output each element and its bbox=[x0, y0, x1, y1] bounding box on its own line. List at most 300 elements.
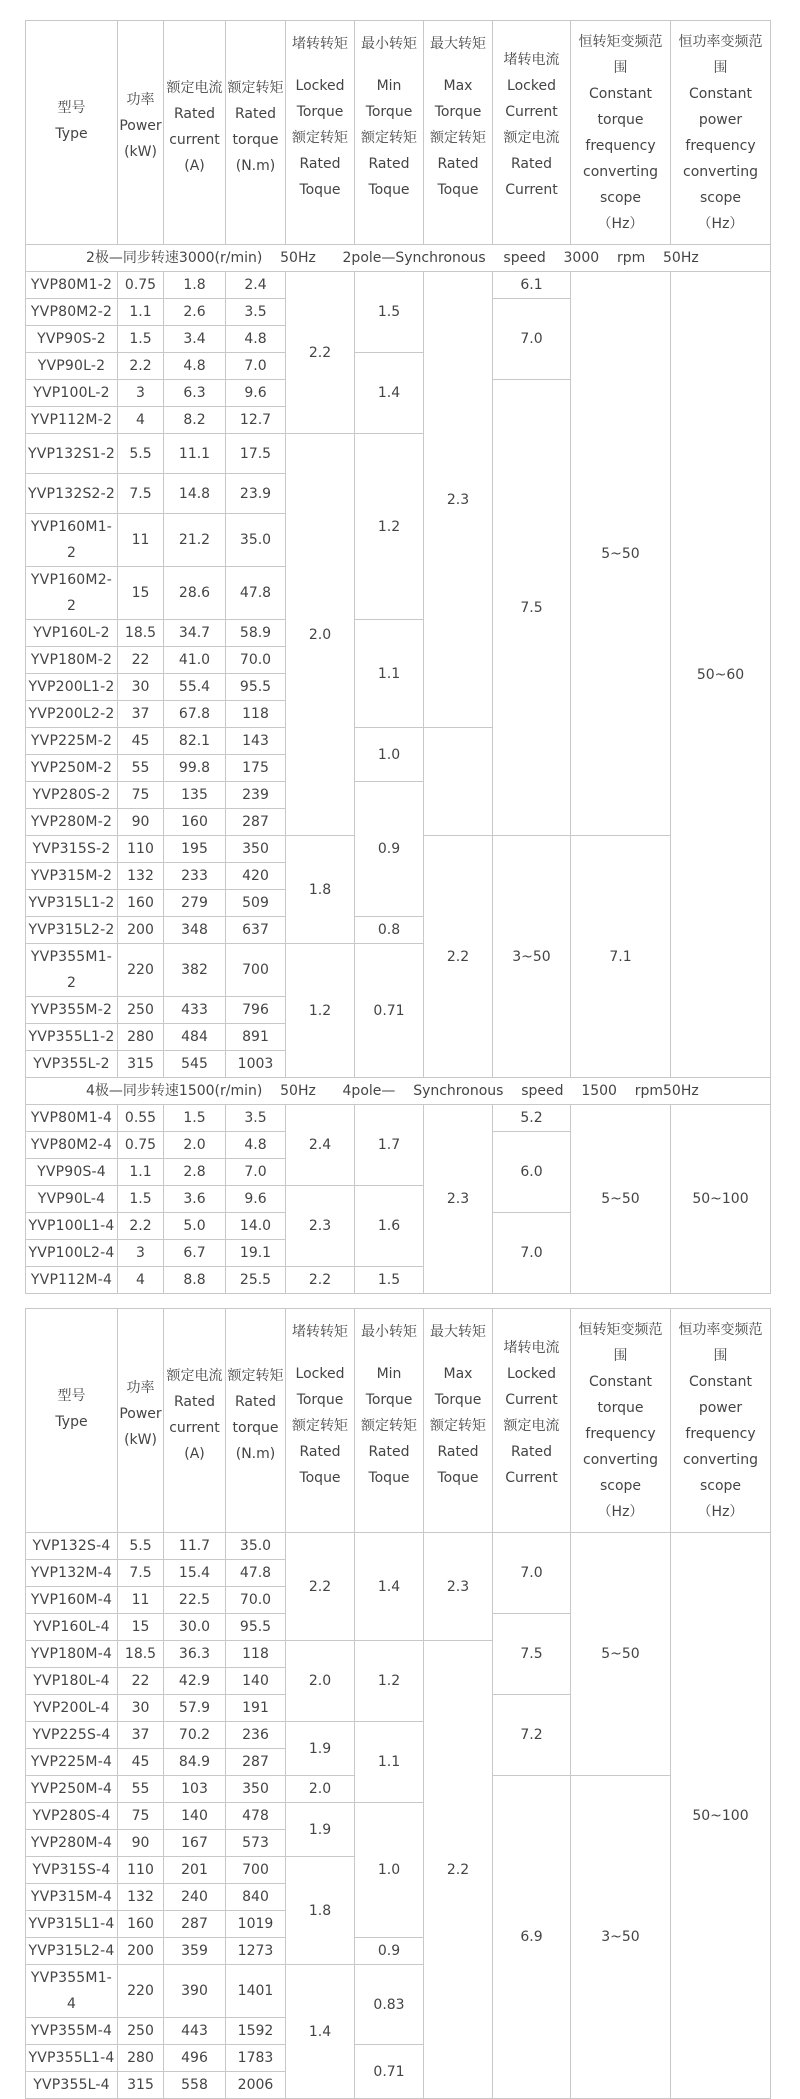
header-line: Torque bbox=[365, 104, 413, 120]
torque-cell: 637 bbox=[226, 917, 286, 944]
header-line: Rated bbox=[174, 1394, 215, 1410]
header-line: Rated bbox=[368, 1444, 410, 1460]
header-line: Toque bbox=[437, 182, 479, 198]
torque-cell: 509 bbox=[226, 890, 286, 917]
current-cell: 195 bbox=[164, 836, 226, 863]
header-line: 围 bbox=[613, 60, 628, 76]
const-torque-range-cell: 5~50 bbox=[571, 1533, 671, 1776]
header-line: 最小转矩 bbox=[361, 36, 417, 52]
power-cell: 5.5 bbox=[118, 434, 164, 474]
current-cell: 36.3 bbox=[164, 1641, 226, 1668]
min-torque-cell: 0.83 bbox=[355, 1965, 424, 2045]
header-min-torque bbox=[355, 21, 424, 245]
current-cell: 99.8 bbox=[164, 755, 226, 782]
header-line: Rated bbox=[368, 156, 410, 172]
torque-cell: 2.4 bbox=[226, 272, 286, 299]
torque-cell: 47.8 bbox=[226, 567, 286, 620]
header-line: Max bbox=[443, 1366, 473, 1382]
current-cell: 82.1 bbox=[164, 728, 226, 755]
current-cell: 3.6 bbox=[164, 1186, 226, 1213]
power-cell: 22 bbox=[118, 647, 164, 674]
header-constant-power-scope bbox=[671, 1309, 771, 1533]
power-cell: 160 bbox=[118, 1911, 164, 1938]
current-cell: 558 bbox=[164, 2072, 226, 2099]
current-cell: 359 bbox=[164, 1938, 226, 1965]
min-torque-cell: 1.4 bbox=[355, 353, 424, 434]
header-line: Locked bbox=[295, 78, 345, 94]
header-min-torque bbox=[355, 1309, 424, 1533]
min-torque-cell: 0.9 bbox=[355, 1938, 424, 1965]
header-line: Current bbox=[505, 1392, 558, 1408]
header-line: 额定转矩 bbox=[430, 130, 486, 146]
header-line: 最大转矩 bbox=[430, 36, 486, 52]
header-locked-current bbox=[493, 21, 571, 245]
torque-cell: 95.5 bbox=[226, 674, 286, 701]
model-cell: YVP90L-2 bbox=[26, 353, 118, 380]
torque-cell: 47.8 bbox=[226, 1560, 286, 1587]
torque-cell: 1273 bbox=[226, 1938, 286, 1965]
min-torque-cell: 1.0 bbox=[355, 728, 424, 782]
power-cell: 250 bbox=[118, 2018, 164, 2045]
header-line: Locked bbox=[295, 1366, 345, 1382]
header-line: Constant bbox=[689, 86, 752, 102]
table-row bbox=[26, 1105, 771, 1132]
header-line: 功率 bbox=[126, 1380, 155, 1396]
torque-cell: 287 bbox=[226, 809, 286, 836]
power-cell: 15 bbox=[118, 1614, 164, 1641]
model-cell: YVP80M2-4 bbox=[26, 1132, 118, 1159]
header-line: 堵转电流 bbox=[503, 1340, 560, 1356]
header-line: 堵转转矩 bbox=[292, 36, 348, 52]
locked-current-cell: 7.2 bbox=[493, 1695, 571, 1776]
header-line: 围 bbox=[613, 1348, 628, 1364]
section-row-2pole bbox=[26, 245, 771, 272]
header-line: Power bbox=[119, 1406, 162, 1422]
header-line: converting bbox=[683, 1452, 758, 1468]
model-cell: YVP160M-4 bbox=[26, 1587, 118, 1614]
header-line: 额定电流 bbox=[503, 1418, 560, 1434]
model-cell: YVP315L2-2 bbox=[26, 917, 118, 944]
header-line: scope bbox=[699, 190, 742, 206]
current-cell: 103 bbox=[164, 1776, 226, 1803]
header-line: （Hz） bbox=[697, 216, 744, 232]
header-power bbox=[118, 1309, 164, 1533]
min-torque-cell: 1.4 bbox=[355, 1533, 424, 1641]
model-cell: YVP280S-2 bbox=[26, 782, 118, 809]
locked-torque-cell: 2.0 bbox=[286, 434, 355, 836]
current-cell: 382 bbox=[164, 944, 226, 997]
min-torque-cell: 1.7 bbox=[355, 1105, 424, 1186]
torque-cell: 143 bbox=[226, 728, 286, 755]
model-cell: YVP80M1-4 bbox=[26, 1105, 118, 1132]
header-line: Max bbox=[443, 78, 473, 94]
locked-current-cell: 7.1 bbox=[571, 836, 671, 1078]
header-line: power bbox=[698, 1400, 743, 1416]
header-line: 堵转转矩 bbox=[292, 1324, 348, 1340]
header-line: Rated bbox=[174, 106, 215, 122]
header-line: Constant bbox=[589, 1374, 652, 1390]
power-cell: 45 bbox=[118, 728, 164, 755]
power-cell: 315 bbox=[118, 1051, 164, 1078]
header-locked-current bbox=[493, 1309, 571, 1533]
power-cell: 7.5 bbox=[118, 1560, 164, 1587]
header-line: (A) bbox=[184, 158, 205, 174]
header-line: Min bbox=[376, 78, 402, 94]
locked-current-cell: 7.5 bbox=[493, 380, 571, 836]
torque-cell: 236 bbox=[226, 1722, 286, 1749]
current-cell: 545 bbox=[164, 1051, 226, 1078]
current-cell: 6.3 bbox=[164, 380, 226, 407]
torque-cell: 23.9 bbox=[226, 474, 286, 514]
min-torque-cell: 0.8 bbox=[355, 917, 424, 944]
power-cell: 4 bbox=[118, 1267, 164, 1294]
current-cell: 240 bbox=[164, 1884, 226, 1911]
header-line: Constant bbox=[689, 1374, 752, 1390]
max-torque-cell: 2.2 bbox=[424, 1641, 493, 2099]
model-cell: YVP132S-4 bbox=[26, 1533, 118, 1560]
torque-cell: 70.0 bbox=[226, 1587, 286, 1614]
header-line: frequency bbox=[685, 1426, 756, 1442]
header-line: 恒功率变频范 bbox=[678, 34, 763, 50]
const-torque-range-cell: 3~50 bbox=[493, 836, 571, 1078]
header-line: (A) bbox=[184, 1446, 205, 1462]
header-line: Current bbox=[505, 182, 558, 198]
torque-cell: 350 bbox=[226, 1776, 286, 1803]
header-line: scope bbox=[599, 190, 642, 206]
table-row bbox=[26, 1533, 771, 1560]
header-line: 恒转矩变频范 bbox=[578, 34, 663, 50]
power-cell: 90 bbox=[118, 809, 164, 836]
torque-cell: 95.5 bbox=[226, 1614, 286, 1641]
header-line: Current bbox=[505, 1470, 558, 1486]
header-rated-torque bbox=[226, 1309, 286, 1533]
table-header-row bbox=[26, 1309, 771, 1533]
current-cell: 57.9 bbox=[164, 1695, 226, 1722]
torque-cell: 58.9 bbox=[226, 620, 286, 647]
torque-cell: 7.0 bbox=[226, 1159, 286, 1186]
torque-cell: 700 bbox=[226, 944, 286, 997]
header-line: 额定转矩 bbox=[292, 130, 348, 146]
current-cell: 5.0 bbox=[164, 1213, 226, 1240]
locked-torque-cell: 2.4 bbox=[286, 1105, 355, 1186]
model-cell: YVP100L-2 bbox=[26, 380, 118, 407]
header-line: Rated bbox=[437, 1444, 479, 1460]
const-torque-range-cell: 5~50 bbox=[571, 1105, 671, 1294]
header-line: (kW) bbox=[124, 144, 157, 160]
torque-cell: 1783 bbox=[226, 2045, 286, 2072]
header-line: Torque bbox=[434, 104, 482, 120]
header-line: 额定转矩 bbox=[227, 80, 284, 96]
power-cell: 132 bbox=[118, 863, 164, 890]
header-line: (N.m) bbox=[235, 1446, 276, 1462]
locked-torque-cell: 1.9 bbox=[286, 1803, 355, 1857]
motor-spec-table-1 bbox=[25, 20, 771, 1294]
header-line: 额定转矩 bbox=[430, 1418, 486, 1434]
power-cell: 1.1 bbox=[118, 1159, 164, 1186]
header-line: current bbox=[169, 132, 220, 148]
current-cell: 1.8 bbox=[164, 272, 226, 299]
power-cell: 75 bbox=[118, 1803, 164, 1830]
model-cell: YVP112M-4 bbox=[26, 1267, 118, 1294]
header-line: 额定转矩 bbox=[361, 1418, 417, 1434]
model-cell: YVP180M-4 bbox=[26, 1641, 118, 1668]
model-cell: YVP132S2-2 bbox=[26, 474, 118, 514]
header-line: 额定电流 bbox=[166, 80, 223, 96]
power-cell: 110 bbox=[118, 836, 164, 863]
header-line: torque bbox=[232, 1420, 279, 1436]
current-cell: 14.8 bbox=[164, 474, 226, 514]
torque-cell: 7.0 bbox=[226, 353, 286, 380]
min-torque-cell: 1.0 bbox=[355, 1803, 424, 1938]
section-title-2pole: 2极—同步转速3000(r/min) 50Hz 2pole—Synchronous speed 3000 rpm 50Hz bbox=[26, 245, 771, 272]
model-cell: YVP160L-4 bbox=[26, 1614, 118, 1641]
power-cell: 220 bbox=[118, 1965, 164, 2018]
power-cell: 3 bbox=[118, 1240, 164, 1267]
torque-cell: 175 bbox=[226, 755, 286, 782]
header-line: converting bbox=[583, 164, 658, 180]
torque-cell: 1019 bbox=[226, 1911, 286, 1938]
power-cell: 37 bbox=[118, 1722, 164, 1749]
locked-current-cell: 6.1 bbox=[493, 272, 571, 299]
power-cell: 1.5 bbox=[118, 1186, 164, 1213]
torque-cell: 3.5 bbox=[226, 1105, 286, 1132]
header-line: Rated bbox=[437, 156, 479, 172]
current-cell: 2.8 bbox=[164, 1159, 226, 1186]
power-cell: 45 bbox=[118, 1749, 164, 1776]
current-cell: 3.4 bbox=[164, 326, 226, 353]
header-line: 最大转矩 bbox=[430, 1324, 486, 1340]
header-rated-current bbox=[164, 1309, 226, 1533]
current-cell: 160 bbox=[164, 809, 226, 836]
header-line: 堵转电流 bbox=[503, 52, 560, 68]
model-cell: YVP225M-4 bbox=[26, 1749, 118, 1776]
locked-torque-cell: 2.2 bbox=[286, 1533, 355, 1641]
model-cell: YVP250M-4 bbox=[26, 1776, 118, 1803]
current-cell: 2.6 bbox=[164, 299, 226, 326]
model-cell: YVP160M1-2 bbox=[26, 514, 118, 567]
power-cell: 37 bbox=[118, 701, 164, 728]
current-cell: 167 bbox=[164, 1830, 226, 1857]
locked-current-cell: 7.0 bbox=[493, 1533, 571, 1614]
torque-cell: 478 bbox=[226, 1803, 286, 1830]
model-cell: YVP200L1-2 bbox=[26, 674, 118, 701]
model-cell: YVP80M2-2 bbox=[26, 299, 118, 326]
header-line: frequency bbox=[585, 1426, 656, 1442]
power-cell: 22 bbox=[118, 1668, 164, 1695]
torque-cell: 25.5 bbox=[226, 1267, 286, 1294]
motor-spec-table-2 bbox=[25, 1308, 771, 2099]
locked-torque-cell: 2.0 bbox=[286, 1776, 355, 1803]
power-cell: 0.75 bbox=[118, 1132, 164, 1159]
power-cell: 18.5 bbox=[118, 620, 164, 647]
header-line: Toque bbox=[368, 1470, 410, 1486]
power-cell: 55 bbox=[118, 1776, 164, 1803]
model-cell: YVP100L2-4 bbox=[26, 1240, 118, 1267]
current-cell: 4.8 bbox=[164, 353, 226, 380]
min-torque-cell: 1.2 bbox=[355, 434, 424, 620]
current-cell: 28.6 bbox=[164, 567, 226, 620]
current-cell: 433 bbox=[164, 997, 226, 1024]
model-cell: YVP132S1-2 bbox=[26, 434, 118, 474]
torque-cell: 891 bbox=[226, 1024, 286, 1051]
max-torque-cell: 2.2 bbox=[424, 836, 493, 1078]
power-cell: 2.2 bbox=[118, 353, 164, 380]
model-cell: YVP180M-2 bbox=[26, 647, 118, 674]
header-line: Type bbox=[55, 126, 88, 142]
const-power-range-cell: 50~100 bbox=[671, 1105, 771, 1294]
torque-cell: 4.8 bbox=[226, 1132, 286, 1159]
header-line: Constant bbox=[589, 86, 652, 102]
torque-cell: 3.5 bbox=[226, 299, 286, 326]
current-cell: 496 bbox=[164, 2045, 226, 2072]
power-cell: 220 bbox=[118, 944, 164, 997]
locked-torque-cell: 1.2 bbox=[286, 944, 355, 1078]
locked-current-cell: 7.5 bbox=[493, 1614, 571, 1695]
torque-cell: 35.0 bbox=[226, 1533, 286, 1560]
header-line: frequency bbox=[685, 138, 756, 154]
model-cell: YVP200L-4 bbox=[26, 1695, 118, 1722]
header-line: Locked bbox=[507, 1366, 556, 1382]
current-cell: 6.7 bbox=[164, 1240, 226, 1267]
torque-cell: 19.1 bbox=[226, 1240, 286, 1267]
header-line: converting bbox=[583, 1452, 658, 1468]
torque-cell: 118 bbox=[226, 701, 286, 728]
model-cell: YVP315M-4 bbox=[26, 1884, 118, 1911]
header-constant-torque-scope bbox=[571, 21, 671, 245]
model-cell: YVP355M-4 bbox=[26, 2018, 118, 2045]
section-row-4pole bbox=[26, 1078, 771, 1105]
locked-current-cell: 7.0 bbox=[493, 299, 571, 380]
header-line: 型号 bbox=[57, 1388, 86, 1404]
min-torque-cell: 1.5 bbox=[355, 1267, 424, 1294]
power-cell: 280 bbox=[118, 2045, 164, 2072]
power-cell: 55 bbox=[118, 755, 164, 782]
header-line: (kW) bbox=[124, 1432, 157, 1448]
header-line: （Hz） bbox=[597, 1504, 644, 1520]
model-cell: YVP100L1-4 bbox=[26, 1213, 118, 1240]
header-line: Torque bbox=[296, 1392, 344, 1408]
table-header-row bbox=[26, 21, 771, 245]
min-torque-cell: 1.2 bbox=[355, 1641, 424, 1722]
header-line: 额定电流 bbox=[503, 130, 560, 146]
header-line: 额定电流 bbox=[166, 1368, 223, 1384]
header-max-torque bbox=[424, 21, 493, 245]
current-cell: 84.9 bbox=[164, 1749, 226, 1776]
const-power-range-cell: 50~100 bbox=[671, 1533, 771, 2099]
header-power bbox=[118, 21, 164, 245]
power-cell: 90 bbox=[118, 1830, 164, 1857]
torque-cell: 700 bbox=[226, 1857, 286, 1884]
torque-cell: 573 bbox=[226, 1830, 286, 1857]
current-cell: 1.5 bbox=[164, 1105, 226, 1132]
header-line: power bbox=[698, 112, 743, 128]
torque-cell: 9.6 bbox=[226, 1186, 286, 1213]
header-line: Type bbox=[55, 1414, 88, 1430]
power-cell: 30 bbox=[118, 674, 164, 701]
current-cell: 201 bbox=[164, 1857, 226, 1884]
locked-current-cell: 6.0 bbox=[493, 1132, 571, 1213]
torque-cell: 140 bbox=[226, 1668, 286, 1695]
power-cell: 315 bbox=[118, 2072, 164, 2099]
locked-torque-cell: 1.9 bbox=[286, 1722, 355, 1776]
header-model bbox=[26, 1309, 118, 1533]
power-cell: 132 bbox=[118, 1884, 164, 1911]
power-cell: 200 bbox=[118, 917, 164, 944]
model-cell: YVP315M-2 bbox=[26, 863, 118, 890]
current-cell: 484 bbox=[164, 1024, 226, 1051]
header-line: Power bbox=[119, 118, 162, 134]
model-cell: YVP200L2-2 bbox=[26, 701, 118, 728]
power-cell: 110 bbox=[118, 1857, 164, 1884]
power-cell: 3 bbox=[118, 380, 164, 407]
header-line: Torque bbox=[434, 1392, 482, 1408]
header-line: Current bbox=[505, 104, 558, 120]
header-line: Rated bbox=[299, 1444, 341, 1460]
header-line: 恒转矩变频范 bbox=[578, 1322, 663, 1338]
torque-cell: 14.0 bbox=[226, 1213, 286, 1240]
header-max-torque bbox=[424, 1309, 493, 1533]
power-cell: 250 bbox=[118, 997, 164, 1024]
torque-cell: 1401 bbox=[226, 1965, 286, 2018]
model-cell: YVP225S-4 bbox=[26, 1722, 118, 1749]
table-row bbox=[26, 272, 771, 299]
locked-torque-cell: 1.8 bbox=[286, 836, 355, 944]
power-cell: 0.75 bbox=[118, 272, 164, 299]
current-cell: 135 bbox=[164, 782, 226, 809]
model-cell: YVP315S-4 bbox=[26, 1857, 118, 1884]
current-cell: 443 bbox=[164, 2018, 226, 2045]
header-constant-torque-scope bbox=[571, 1309, 671, 1533]
max-torque-cell: 2.3 bbox=[424, 272, 493, 728]
model-cell: YVP180L-4 bbox=[26, 1668, 118, 1695]
header-line: torque bbox=[597, 112, 644, 128]
current-cell: 22.5 bbox=[164, 1587, 226, 1614]
header-line: Toque bbox=[437, 1470, 479, 1486]
torque-cell: 12.7 bbox=[226, 407, 286, 434]
power-cell: 1.5 bbox=[118, 326, 164, 353]
const-torque-range-cell: 5~50 bbox=[571, 272, 671, 836]
min-torque-cell: 1.1 bbox=[355, 620, 424, 728]
torque-cell: 796 bbox=[226, 997, 286, 1024]
current-cell: 11.1 bbox=[164, 434, 226, 474]
model-cell: YVP80M1-2 bbox=[26, 272, 118, 299]
header-rated-current bbox=[164, 21, 226, 245]
current-cell: 30.0 bbox=[164, 1614, 226, 1641]
model-cell: YVP160L-2 bbox=[26, 620, 118, 647]
header-constant-power-scope bbox=[671, 21, 771, 245]
locked-torque-cell: 2.2 bbox=[286, 272, 355, 434]
model-cell: YVP315L1-2 bbox=[26, 890, 118, 917]
header-line: 额定转矩 bbox=[227, 1368, 284, 1384]
min-torque-cell: 0.71 bbox=[355, 2045, 424, 2099]
power-cell: 11 bbox=[118, 514, 164, 567]
header-line: scope bbox=[599, 1478, 642, 1494]
torque-cell: 2006 bbox=[226, 2072, 286, 2099]
section-title-4pole: 4极—同步转速1500(r/min) 50Hz 4pole— Synchronous speed 1500 rpm50Hz bbox=[26, 1078, 771, 1105]
model-cell: YVP90S-2 bbox=[26, 326, 118, 353]
current-cell: 233 bbox=[164, 863, 226, 890]
power-cell: 0.55 bbox=[118, 1105, 164, 1132]
model-cell: YVP355M1-4 bbox=[26, 1965, 118, 2018]
power-cell: 5.5 bbox=[118, 1533, 164, 1560]
current-cell: 70.2 bbox=[164, 1722, 226, 1749]
torque-cell: 287 bbox=[226, 1749, 286, 1776]
model-cell: YVP355M-2 bbox=[26, 997, 118, 1024]
torque-cell: 70.0 bbox=[226, 647, 286, 674]
min-torque-cell: 1.6 bbox=[355, 1186, 424, 1267]
model-cell: YVP132M-4 bbox=[26, 1560, 118, 1587]
model-cell: YVP355L-4 bbox=[26, 2072, 118, 2099]
